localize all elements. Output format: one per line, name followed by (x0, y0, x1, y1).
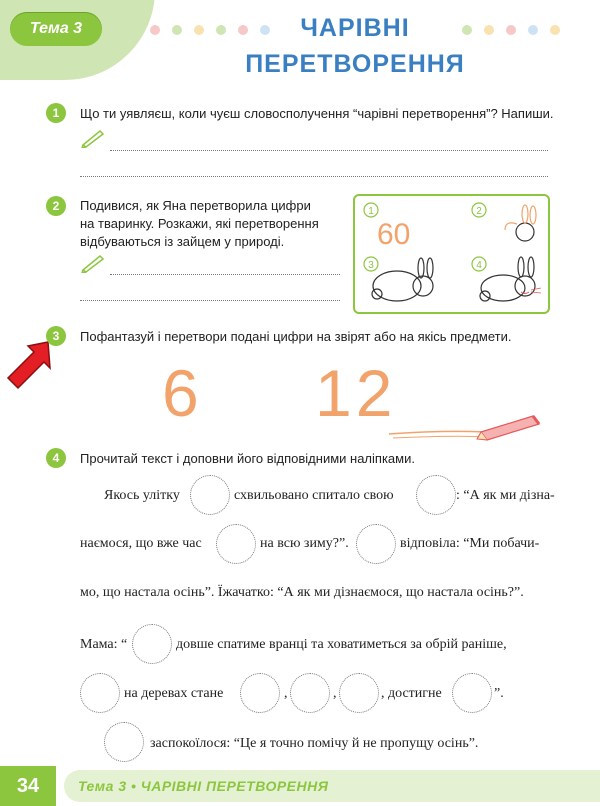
digit-12: 12 (315, 356, 397, 430)
story-text: довше спатиме вранці та ховатиметься за обрій раніше, (176, 637, 507, 652)
sticker-slot[interactable] (416, 475, 456, 515)
decor-dot (506, 25, 516, 35)
page-title-line2: ПЕРЕТВОРЕННЯ (245, 50, 465, 78)
story-text: схвильовано спитало свою (234, 488, 394, 503)
sticker-slot[interactable] (104, 722, 144, 762)
page-number: 34 (0, 766, 56, 806)
tema-badge (10, 12, 102, 46)
tema-label: Тема 3 (29, 20, 83, 37)
task-number-3: 3 (46, 326, 66, 346)
story-text: наємося, що вже час (80, 536, 202, 551)
task-2-line3: відбуваються із зайцем у природі. (80, 234, 285, 249)
decor-dot (194, 25, 204, 35)
decor-dots-right (462, 25, 560, 35)
sticker-slot[interactable] (216, 524, 256, 564)
task-2-line2: на тваринку. Розкажи, які перетворення (80, 216, 319, 231)
answer-line[interactable] (80, 300, 340, 301)
task-number-4: 4 (46, 448, 66, 468)
decor-dot (484, 25, 494, 35)
story-text: Якось улітку (104, 488, 180, 503)
rabbit-drawing-steps (355, 196, 548, 312)
story-text: заспокоїлося: “Це я точно помічу й не пропущу осінь”. (150, 736, 479, 751)
page-title-line1: ЧАРІВНІ (300, 14, 410, 42)
task-number-1: 1 (46, 103, 66, 123)
decor-dot (528, 25, 538, 35)
story-text: : “А як ми дізна- (456, 488, 555, 503)
sticker-slot[interactable] (240, 673, 280, 713)
story-text: ”. (494, 686, 504, 701)
sticker-slot[interactable] (290, 673, 330, 713)
story-text: відповіла: “Ми побачи- (400, 536, 540, 551)
answer-line[interactable] (80, 176, 548, 177)
footer-text: Тема 3 • ЧАРІВНІ ПЕРЕТВОРЕННЯ (78, 778, 329, 794)
story-text: на деревах стане (124, 686, 224, 701)
decor-dot (550, 25, 560, 35)
svg-text:3: 3 (368, 260, 374, 271)
svg-text:2: 2 (476, 206, 482, 217)
story-text: Мама: “ (80, 637, 128, 652)
task-number-2: 2 (46, 196, 66, 216)
task-4-text: Прочитай текст і доповни його відповідними наліпками. (80, 451, 415, 466)
svg-text:4: 4 (476, 260, 482, 271)
task-1-text: Що ти уявляєш, коли чуєш словосполучення “чарівні перетворення”? Напиши. (80, 106, 554, 121)
story-text: мо, що настала осінь”. Їжачатко: “А як ми дізнаємося, що настала осінь?”. (80, 585, 524, 600)
decor-dot (172, 25, 182, 35)
digits-60: 60 (377, 218, 411, 251)
pencil-icon (80, 128, 106, 148)
answer-line[interactable] (110, 150, 548, 151)
decor-dot (150, 25, 160, 35)
red-arrow-icon (4, 338, 56, 398)
story-text: , (284, 686, 288, 701)
sticker-slot[interactable] (339, 673, 379, 713)
step-number-1-label: 1 (368, 206, 374, 217)
sticker-slot[interactable] (80, 673, 120, 713)
task-3-text: Пофантазуй і перетвори подані цифри на звірят або на якісь предмети. (80, 329, 512, 344)
task-2-line1: Подивися, як Яна перетворила цифри (80, 198, 311, 213)
story-text: , (333, 686, 337, 701)
sticker-slot[interactable] (132, 624, 172, 664)
pencil-drawing-icon (385, 410, 545, 446)
pencil-icon (80, 253, 106, 273)
sticker-slot[interactable] (356, 524, 396, 564)
digit-6: 6 (162, 356, 199, 430)
sticker-slot[interactable] (190, 475, 230, 515)
rabbit-steps-box (353, 194, 550, 314)
sticker-slot[interactable] (452, 673, 492, 713)
decor-dot (216, 25, 226, 35)
story-text: на всю зиму?”. (260, 536, 349, 551)
answer-line[interactable] (110, 274, 340, 275)
story-text: , достигне (381, 686, 442, 701)
